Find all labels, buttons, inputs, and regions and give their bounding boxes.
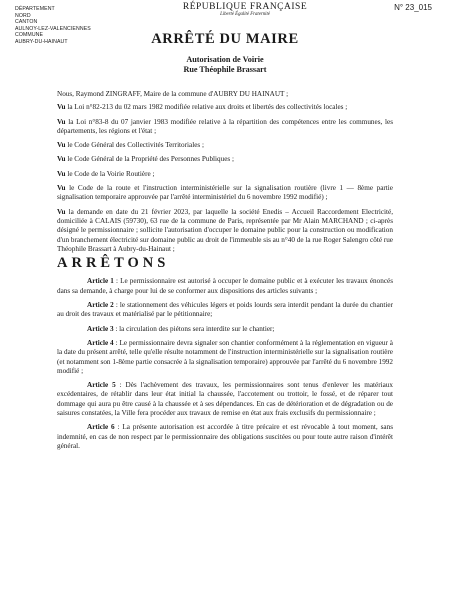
consideration-text: le Code de la Voirie Routière ; — [65, 169, 155, 178]
consideration — [57, 103, 393, 112]
header-line: CANTON — [15, 19, 38, 26]
article-paragraph — [57, 301, 393, 320]
consideration — [57, 141, 393, 150]
consideration-text: le Code Général de la Propriété des Personnes Publiques ; — [65, 155, 234, 164]
article-paragraph — [57, 325, 393, 334]
header-line: AULNOY-LEZ-VALENCIENNES — [15, 25, 91, 32]
consideration-text: la Loi n°83-8 du 07 janvier 1983 modifiée relative à la répartition des compétences entre les communes, les départements, les régions et l'état ; — [57, 117, 393, 135]
consideration-text: la Loi n°82-213 du 02 mars 1982 modifiée relative aux droits et libertés des collectivités locales ; — [65, 103, 348, 112]
article-text: : Le permissionnaire devra signaler son chantier conformément à la réglementation en vigueur à la date du présent arrêté, telle qu'elle résulte notamment de l'instruction interministérielle sur la signalisation routière (et notamment son 1-8ème partie consacrée à la signalisation temporaire) approuvée par l'arrêté du 6 novembre 1992 modifié ; — [57, 338, 393, 375]
reference-number: N° 23_015 — [394, 3, 432, 12]
consideration-lead: Vu — [57, 117, 66, 126]
republic-header — [170, 2, 320, 17]
republic-motto: Liberté Égalité Fraternité — [220, 12, 270, 17]
header-line: COMMUNE — [15, 32, 44, 39]
consideration-lead: Vu — [57, 103, 66, 112]
consideration — [57, 155, 393, 164]
page-title: ARRÊTÉ DU MAIRE — [151, 31, 299, 47]
article-text: : la circulation des piétons sera interdite sur le chantier; — [113, 324, 275, 333]
article-paragraph — [57, 277, 393, 296]
consideration-text: le Code de la route et l'instruction interministérielle sur la signalisation routière (livre 1 — 8ème partie signalisation temporaire approuvée par l'arrêté interministériel du 6 novembre 1992 modifié) ; — [57, 184, 393, 202]
consideration — [57, 208, 393, 254]
header-line: DÉPARTEMENT — [15, 6, 55, 12]
republic-name: RÉPUBLIQUE FRANÇAISE — [182, 2, 308, 12]
consideration — [57, 118, 393, 137]
article-text: : le stationnement des véhicules légers et poids lourds sera interdit pendant la durée du chantier au droit des travaux et matérialisé par le pétitionnaire; — [57, 301, 393, 319]
intro-paragraph: Nous, Raymond ZINGRAFF, Maire de la commune d'AUBRY DU HAINAUT ; — [57, 90, 289, 98]
consideration — [57, 170, 393, 179]
decree-body — [57, 90, 393, 456]
consideration-lead: Vu — [57, 155, 66, 164]
consideration-text: le Code Général des Collectivités Territoriales ; — [65, 141, 205, 150]
article-paragraph — [57, 339, 393, 376]
consideration-lead: Vu — [57, 207, 66, 216]
article-label: Article 5 — [87, 381, 116, 390]
article-label: Article 3 — [87, 324, 114, 333]
article-text: : Dès l'achèvement des travaux, les permissionnaires sont tenus d'enlever les matériaux excédentaires, de rétablir dans leur état initial la chaussée, l'accotement ou trottoir, le fossé, et de réparer tout dommage qui aura pu être causé à la chaussée et à ses dépendances. En cas de détérioration et de dégradation ou de saisures constatées, la Ville fera procéder aux travaux de remise en état aux frais exclusifs du permissionnaire ; — [57, 381, 393, 418]
header-line: AUBRY-DU-HAINAUT — [15, 38, 68, 45]
article-paragraph — [57, 381, 393, 418]
arretons-heading: ARRÊTONS — [57, 255, 170, 272]
subtitle-street: Rue Théophile Brassart — [183, 65, 267, 74]
article-label: Article 1 — [87, 277, 114, 286]
article-label: Article 6 — [87, 423, 115, 432]
consideration — [57, 184, 393, 203]
consideration-lead: Vu — [57, 184, 66, 193]
article-text: : Le permissionnaire est autorisé à occuper le domaine public et à exécuter les travaux énoncés dans sa demande, à charge pour lui de se conformer aux dispositions des articles suivants ; — [57, 277, 393, 295]
header-line: NORD — [15, 12, 31, 19]
consideration-lead: Vu — [57, 169, 66, 178]
article-label: Article 4 — [87, 338, 114, 347]
article-paragraph — [57, 423, 393, 451]
consideration-text: la demande en date du 21 février 2023, par laquelle la société Enedis – Accueil Raccordement Electricité, domiciliée à CALAIS (59730), 63 rue de la commune de Paris, représentée par Mr Alain MARCHAND ; ci-après désigné le permissionnaire ; sollicite l'autorisation d'occuper le domaine public pour la construction ou modification d'un branchement électricité sur domaine public au droit de l'immeuble sis au n°40 de la rue Roger Salengro côté rue Théophile Brassart à Aubry-du-Hainaut ; — [57, 207, 393, 253]
consideration-lead: Vu — [57, 141, 66, 150]
subtitle: Autorisation de Voirie — [186, 55, 264, 64]
article-text: : La présente autorisation est accordée à titre précaire et est révocable à tout moment, sans indemnité, en cas de non respect par le permissionnaire des obligations suscitées ou pour toute autre raison d'intérêt général. — [57, 423, 393, 450]
article-label: Article 2 — [87, 301, 114, 310]
